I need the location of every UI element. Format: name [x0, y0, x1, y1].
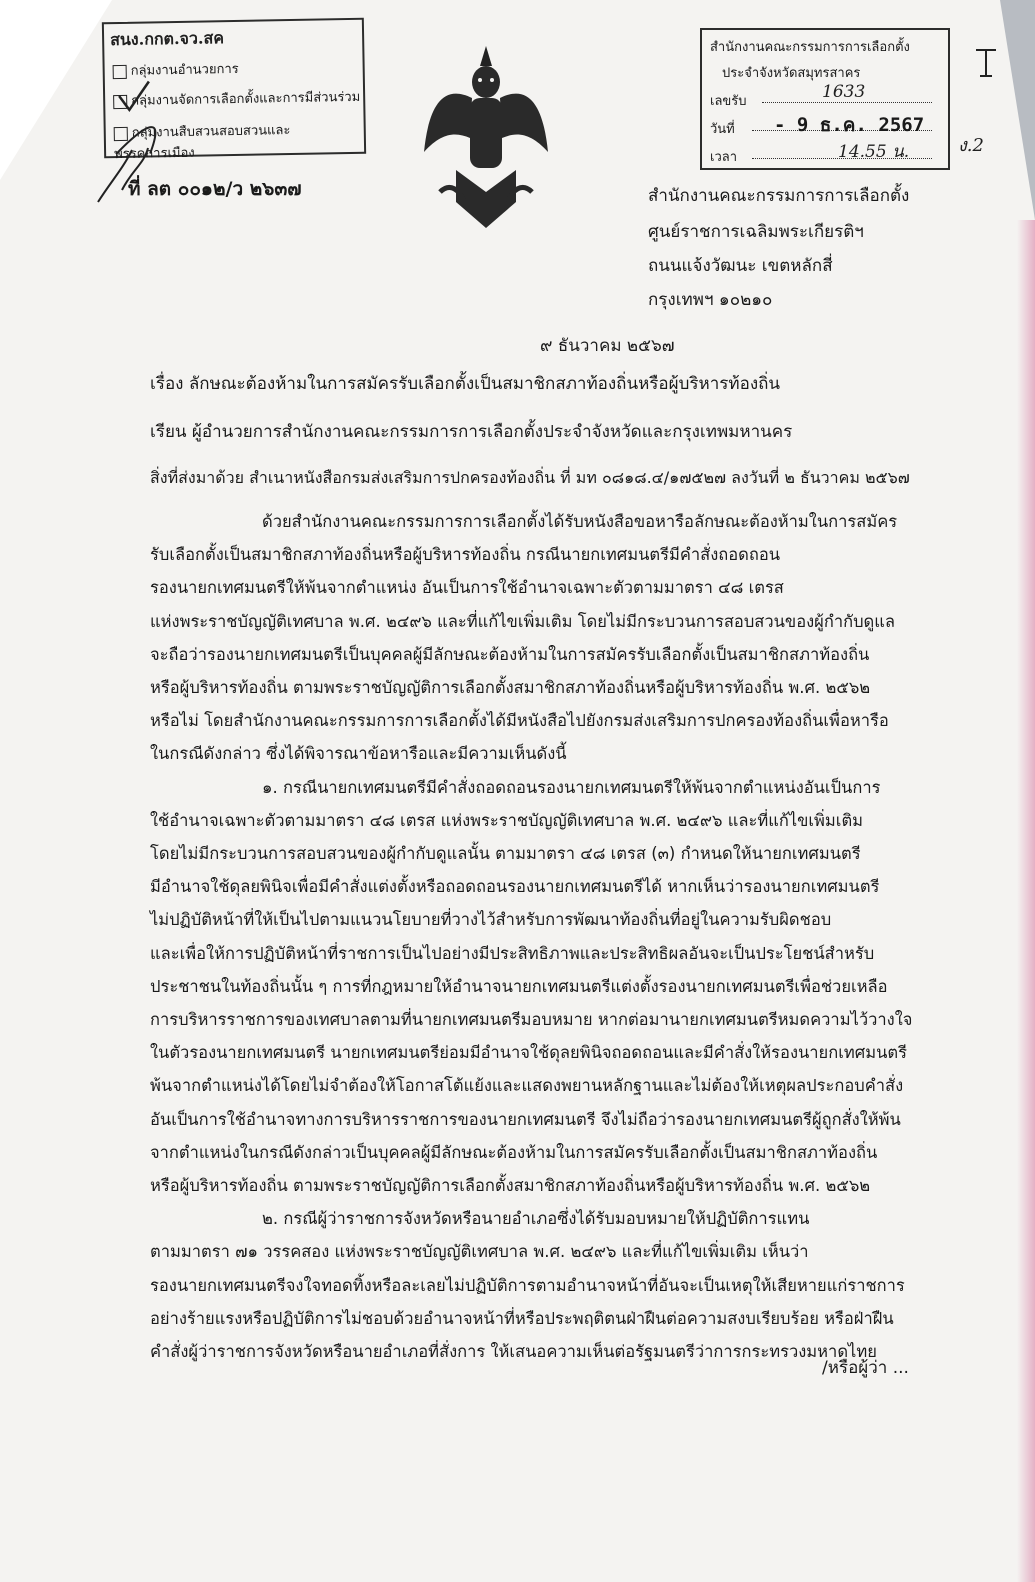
continuation-note: /หรือผู้ว่า ...	[822, 1358, 909, 1378]
paper-edge-shadow	[1017, 220, 1035, 1582]
body-line: ด้วยสำนักงานคณะกรรมการการเลือกตั้งได้รับหนังสือขอหารือลักษณะต้องห้ามในการสมัคร	[262, 512, 898, 531]
body-line: ในตัวรองนายกเทศมนตรี นายกเทศมนตรีย่อมมีอำนาจใช้ดุลยพินิจถอดถอนและมีคำสั่งให้รองนายกเทศมนตรี	[150, 1043, 907, 1062]
body-line: ตามมาตรา ๗๑ วรรคสอง แห่งพระราชบัญญัติเทศบาล พ.ศ. ๒๔๙๖ และที่แก้ไขเพิ่มเติม เห็นว่า	[150, 1242, 809, 1261]
date-label: วันที่	[710, 122, 735, 137]
receive-label: เลขรับ	[710, 94, 747, 109]
body-line: คำสั่งผู้ว่าราชการจังหวัดหรือนายอำเภอที่สั่งการ ให้เสนอความเห็นต่อรัฐมนตรีว่าการกระทรวงมหาดไทย	[150, 1342, 877, 1361]
body-line: การบริหารราชการของเทศบาลตามที่นายกเทศมนตรีมอบหมาย หากต่อมานายกเทศมนตรีหมดความไว้วางใจ	[150, 1010, 913, 1029]
body-line: ๑. กรณีนายกเทศมนตรีมีคำสั่งถอดถอนรองนายกเทศมนตรีให้พ้นจากตำแหน่งอันเป็นการ	[262, 778, 881, 797]
receive-number: 1633	[822, 82, 866, 102]
handwritten-check-mark	[104, 20, 364, 156]
body-line: หรือไม่ โดยสำนักงานคณะกรรมการการเลือกตั้งได้มีหนังสือไปยังกรมส่งเสริมการปกครองท้องถิ่นเพื่อหารือ	[150, 711, 889, 730]
body-line: รองนายกเทศมนตรีจงใจทอดทิ้งหรือละเลยไม่ปฏิบัติการตามอำนาจหน้าที่อันจะเป็นเหตุให้เสียหายแก่ราชการ	[150, 1276, 905, 1295]
margin-note: ง.2	[958, 135, 984, 156]
address-line-1: สำนักงานคณะกรรมการการเลือกตั้ง	[648, 186, 910, 206]
body-line: จากตำแหน่งในกรณีดังกล่าวเป็นบุคคลผู้มีลักษณะต้องห้ามในการสมัครรับเลือกตั้งเป็นสมาชิกสภาท้องถิ่น	[150, 1143, 878, 1162]
body-line: โดยไม่มีกระบวนการสอบสวนของผู้กำกับดูแลนั้น ตามมาตรา ๔๘ เตรส (๓) กำหนดให้นายกเทศมนตรี	[150, 844, 861, 863]
body-line: ไม่ปฏิบัติหน้าที่ให้เป็นไปตามแนวนโยบายที่วางไว้สำหรับการพัฒนาท้องถิ่นที่อยู่ในความรับผิดชอบ	[150, 910, 832, 929]
body-line: แห่งพระราชบัญญัติเทศบาล พ.ศ. ๒๔๙๖ และที่แก้ไขเพิ่มเติม โดยไม่มีกระบวนการสอบสวนของผู้กำกับดูแล	[150, 612, 896, 631]
body-line: ประชาชนในท้องถิ่นนั้น ๆ การที่กฎหมายให้อำนาจนายกเทศมนตรีแต่งตั้งรองนายกเทศมนตรีเพื่อช่วยเหลือ	[150, 977, 888, 996]
department-routing-stamp	[102, 18, 366, 163]
body-line: ใช้อำนาจเฉพาะตัวตามมาตรา ๔๘ เตรส แห่งพระราชบัญญัติเทศบาล พ.ศ. ๒๔๙๖ และที่แก้ไขเพิ่มเติม	[150, 811, 864, 830]
address-line-3: ถนนแจ้งวัฒนะ เขตหลักสี่	[648, 256, 833, 276]
body-line: จะถือว่ารองนายกเทศมนตรีเป็นบุคคลผู้มีลักษณะต้องห้ามในการสมัครรับเลือกตั้งเป็นสมาชิกสภาท้องถิ่น	[150, 645, 870, 664]
receive-dotted-line	[762, 102, 932, 103]
body-line: รองนายกเทศมนตรีให้พ้นจากตำแหน่ง อันเป็นการใช้อำนาจเฉพาะตัวตามมาตรา ๔๘ เตรส	[150, 578, 784, 597]
reference-number: ที่ ลต ๐๐๑๒/ว ๒๖๓๗	[128, 178, 302, 200]
document-date: ๙ ธันวาคม ๒๕๖๗	[540, 336, 675, 356]
body-line: หรือผู้บริหารท้องถิ่น ตามพระราชบัญญัติการเลือกตั้งสมาชิกสภาท้องถิ่นหรือผู้บริหารท้องถิ่น พ.ศ. ๒๕๖๒	[150, 678, 871, 697]
stamp-office-line1: สำนักงานคณะกรรมการการเลือกตั้ง	[710, 40, 910, 55]
receive-time: 14.55 น.	[838, 142, 910, 162]
stamp-option-3: กลุ่มงานสืบสวนสอบสวนและพรรคการเมือง	[114, 123, 291, 163]
receive-stamp	[700, 28, 950, 170]
body-line: และเพื่อให้การปฏิบัติหน้าที่ราชการเป็นไปอย่างมีประสิทธิภาพและประสิทธิผลอันจะเป็นประโยชน์สำหรับ	[150, 944, 875, 963]
address-line-2: ศูนย์ราชการเฉลิมพระเกียรติฯ	[648, 222, 864, 242]
body-line: ๒. กรณีผู้ว่าราชการจังหวัดหรือนายอำเภอซึ่งได้รับมอบหมายให้ปฏิบัติการแทน	[262, 1209, 810, 1228]
stamp-office-line2: ประจำจังหวัดสมุทรสาคร	[722, 66, 861, 81]
stamp-title: สนง.กกต.จว.สค	[109, 28, 225, 50]
address-line-4: กรุงเทพฯ ๑๐๒๑๐	[648, 290, 773, 310]
body-line: พ้นจากตำแหน่งได้โดยไม่จำต้องให้โอกาสโต้แย้งและแสดงพยานหลักฐานและไม่ต้องให้เหตุผลประกอบคำสั่ง	[150, 1076, 904, 1095]
margin-mark	[972, 42, 1002, 82]
body-line: อย่างร้ายแรงหรือปฏิบัติการไม่ชอบด้วยอำนาจหน้าที่หรือประพฤติตนฝ่าฝืนต่อความสงบเรียบร้อย หรือฝ่าฝืน	[150, 1309, 894, 1328]
enclosure-line: สิ่งที่ส่งมาด้วย สำเนาหนังสือกรมส่งเสริมการปกครองท้องถิ่น ที่ มท ๐๘๑๘.๔/๑๗๕๒๗ ลงวันที่ ๒ ธันวาคม ๒๕๖๗	[150, 468, 910, 487]
body-line: มีอำนาจใช้ดุลยพินิจเพื่อมีคำสั่งแต่งตั้งหรือถอดถอนรองนายกเทศมนตรีได้ หากเห็นว่ารองนายกเทศมนตรี	[150, 877, 880, 896]
subject-line: เรื่อง ลักษณะต้องห้ามในการสมัครรับเลือกตั้งเป็นสมาชิกสภาท้องถิ่นหรือผู้บริหารท้องถิ่น	[150, 374, 781, 394]
receive-date: - 9 ธ.ค. 2567	[774, 114, 925, 136]
time-label: เวลา	[710, 150, 738, 165]
body-line: รับเลือกตั้งเป็นสมาชิกสภาท้องถิ่นหรือผู้บริหารท้องถิ่น กรณีนายกเทศมนตรีมีคำสั่งถอดถอน	[150, 545, 781, 564]
recipient-line: เรียน ผู้อำนวยการสำนักงานคณะกรรมการการเลือกตั้งประจำจังหวัดและกรุงเทพมหานคร	[150, 422, 793, 442]
body-line: ในกรณีดังกล่าว ซึ่งได้พิจารณาข้อหารือและมีความเห็นดังนี้	[150, 744, 567, 763]
body-line: อันเป็นการใช้อำนาจทางการบริหารราชการของนายกเทศมนตรี จึงไม่ถือว่ารองนายกเทศมนตรีผู้ถูกสั่งให้พ้น	[150, 1110, 901, 1129]
garuda-emblem-icon	[420, 42, 552, 230]
body-line: หรือผู้บริหารท้องถิ่น ตามพระราชบัญญัติการเลือกตั้งสมาชิกสภาท้องถิ่นหรือผู้บริหารท้องถิ่น พ.ศ. ๒๕๖๒	[150, 1176, 871, 1195]
stamp-option-1: กลุ่มงานอำนวยการ	[112, 58, 238, 81]
stamp-option-2: กลุ่มงานจัดการเลือกตั้งและการมีส่วนร่วม	[113, 86, 360, 111]
